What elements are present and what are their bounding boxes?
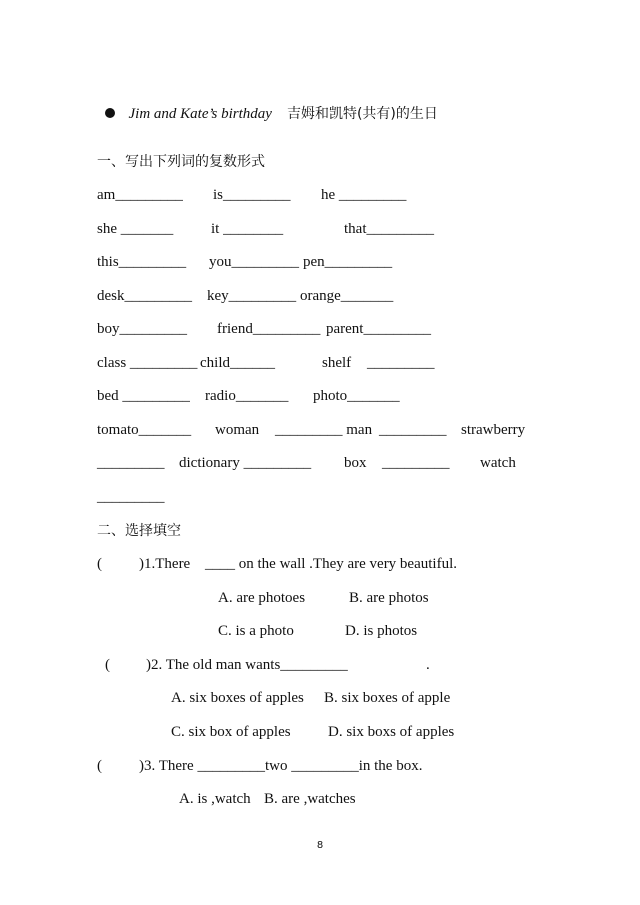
word-box-blank: _________ [382,455,450,471]
q1-option-d: D. is photos [345,623,418,639]
word-you: you_________ [209,254,299,270]
word-shelf: shelf [322,355,352,371]
q1-option-b: B. are photos [349,590,429,606]
word-orange: orange_______ [300,288,394,304]
word-strawberry: strawberry [461,422,526,438]
word-friend: friend_________ [217,321,321,337]
word-that: that_________ [344,221,434,237]
q3-open-paren: ( [97,758,102,774]
title-english: Jim and Kate’s birthday [128,106,272,122]
q2-option-b: B. six boxes of apple [324,690,451,706]
word-she: she _______ [97,221,174,237]
title-line [97,84,438,124]
word-desk: desk_________ [97,288,192,304]
page-number: 8 [316,840,324,851]
word-man-blank: _________ [379,422,447,438]
q1-open-paren: ( [97,556,102,572]
word-pen: pen_________ [303,254,393,270]
word-radio: radio_______ [205,388,289,404]
word-box: box [344,455,367,471]
q2-option-c: C. six box of apples [171,724,291,740]
word-photo: photo_______ [313,388,400,404]
word-watch: watch [480,455,516,471]
word-bed: bed _________ [97,388,190,404]
section2-heading: 二、选择填空 [97,523,181,539]
word-dictionary: dictionary _________ [179,455,312,471]
word-parent: parent_________ [326,321,431,337]
q1-number: )1.There [139,556,191,572]
bullet-icon [105,108,115,118]
title-chinese: 吉姆和凯特(共有)的生日 [286,106,438,122]
q3-option-a: A. is ,watch [179,791,251,807]
q1-option-c: C. is a photo [218,623,294,639]
word-strawberry-blank: _________ [97,455,165,471]
q3-option-b: B. are ,watches [264,791,356,807]
word-boy: boy_________ [97,321,187,337]
word-this: this_________ [97,254,187,270]
word-it: it ________ [211,221,284,237]
word-shelf-blank: _________ [367,355,435,371]
word-he: he _________ [321,187,407,203]
word-child: child______ [200,355,275,371]
q2-option-d: D. six boxs of apples [328,724,455,740]
section1-heading: 一、写出下列词的复数形式 [97,154,265,170]
q2-open-paren: ( [105,657,110,673]
word-is: is_________ [213,187,291,203]
word-woman: woman [215,422,260,438]
word-watch-blank: _________ [97,489,165,505]
word-tomato: tomato_______ [97,422,192,438]
q2-option-a: A. six boxes of apples [171,690,304,706]
word-class: class _________ [97,355,198,371]
word-am: am_________ [97,187,183,203]
word-key: key_________ [207,288,297,304]
q1-stem: ____ on the wall .They are very beautiful. [205,556,457,572]
q2-stem: )2. The old man wants_________ [146,657,348,673]
q3-stem: )3. There _________two _________in the box. [139,758,423,774]
q1-option-a: A. are photoes [218,590,306,606]
q2-period: . [426,657,430,673]
word-man: _________ man [275,422,373,438]
